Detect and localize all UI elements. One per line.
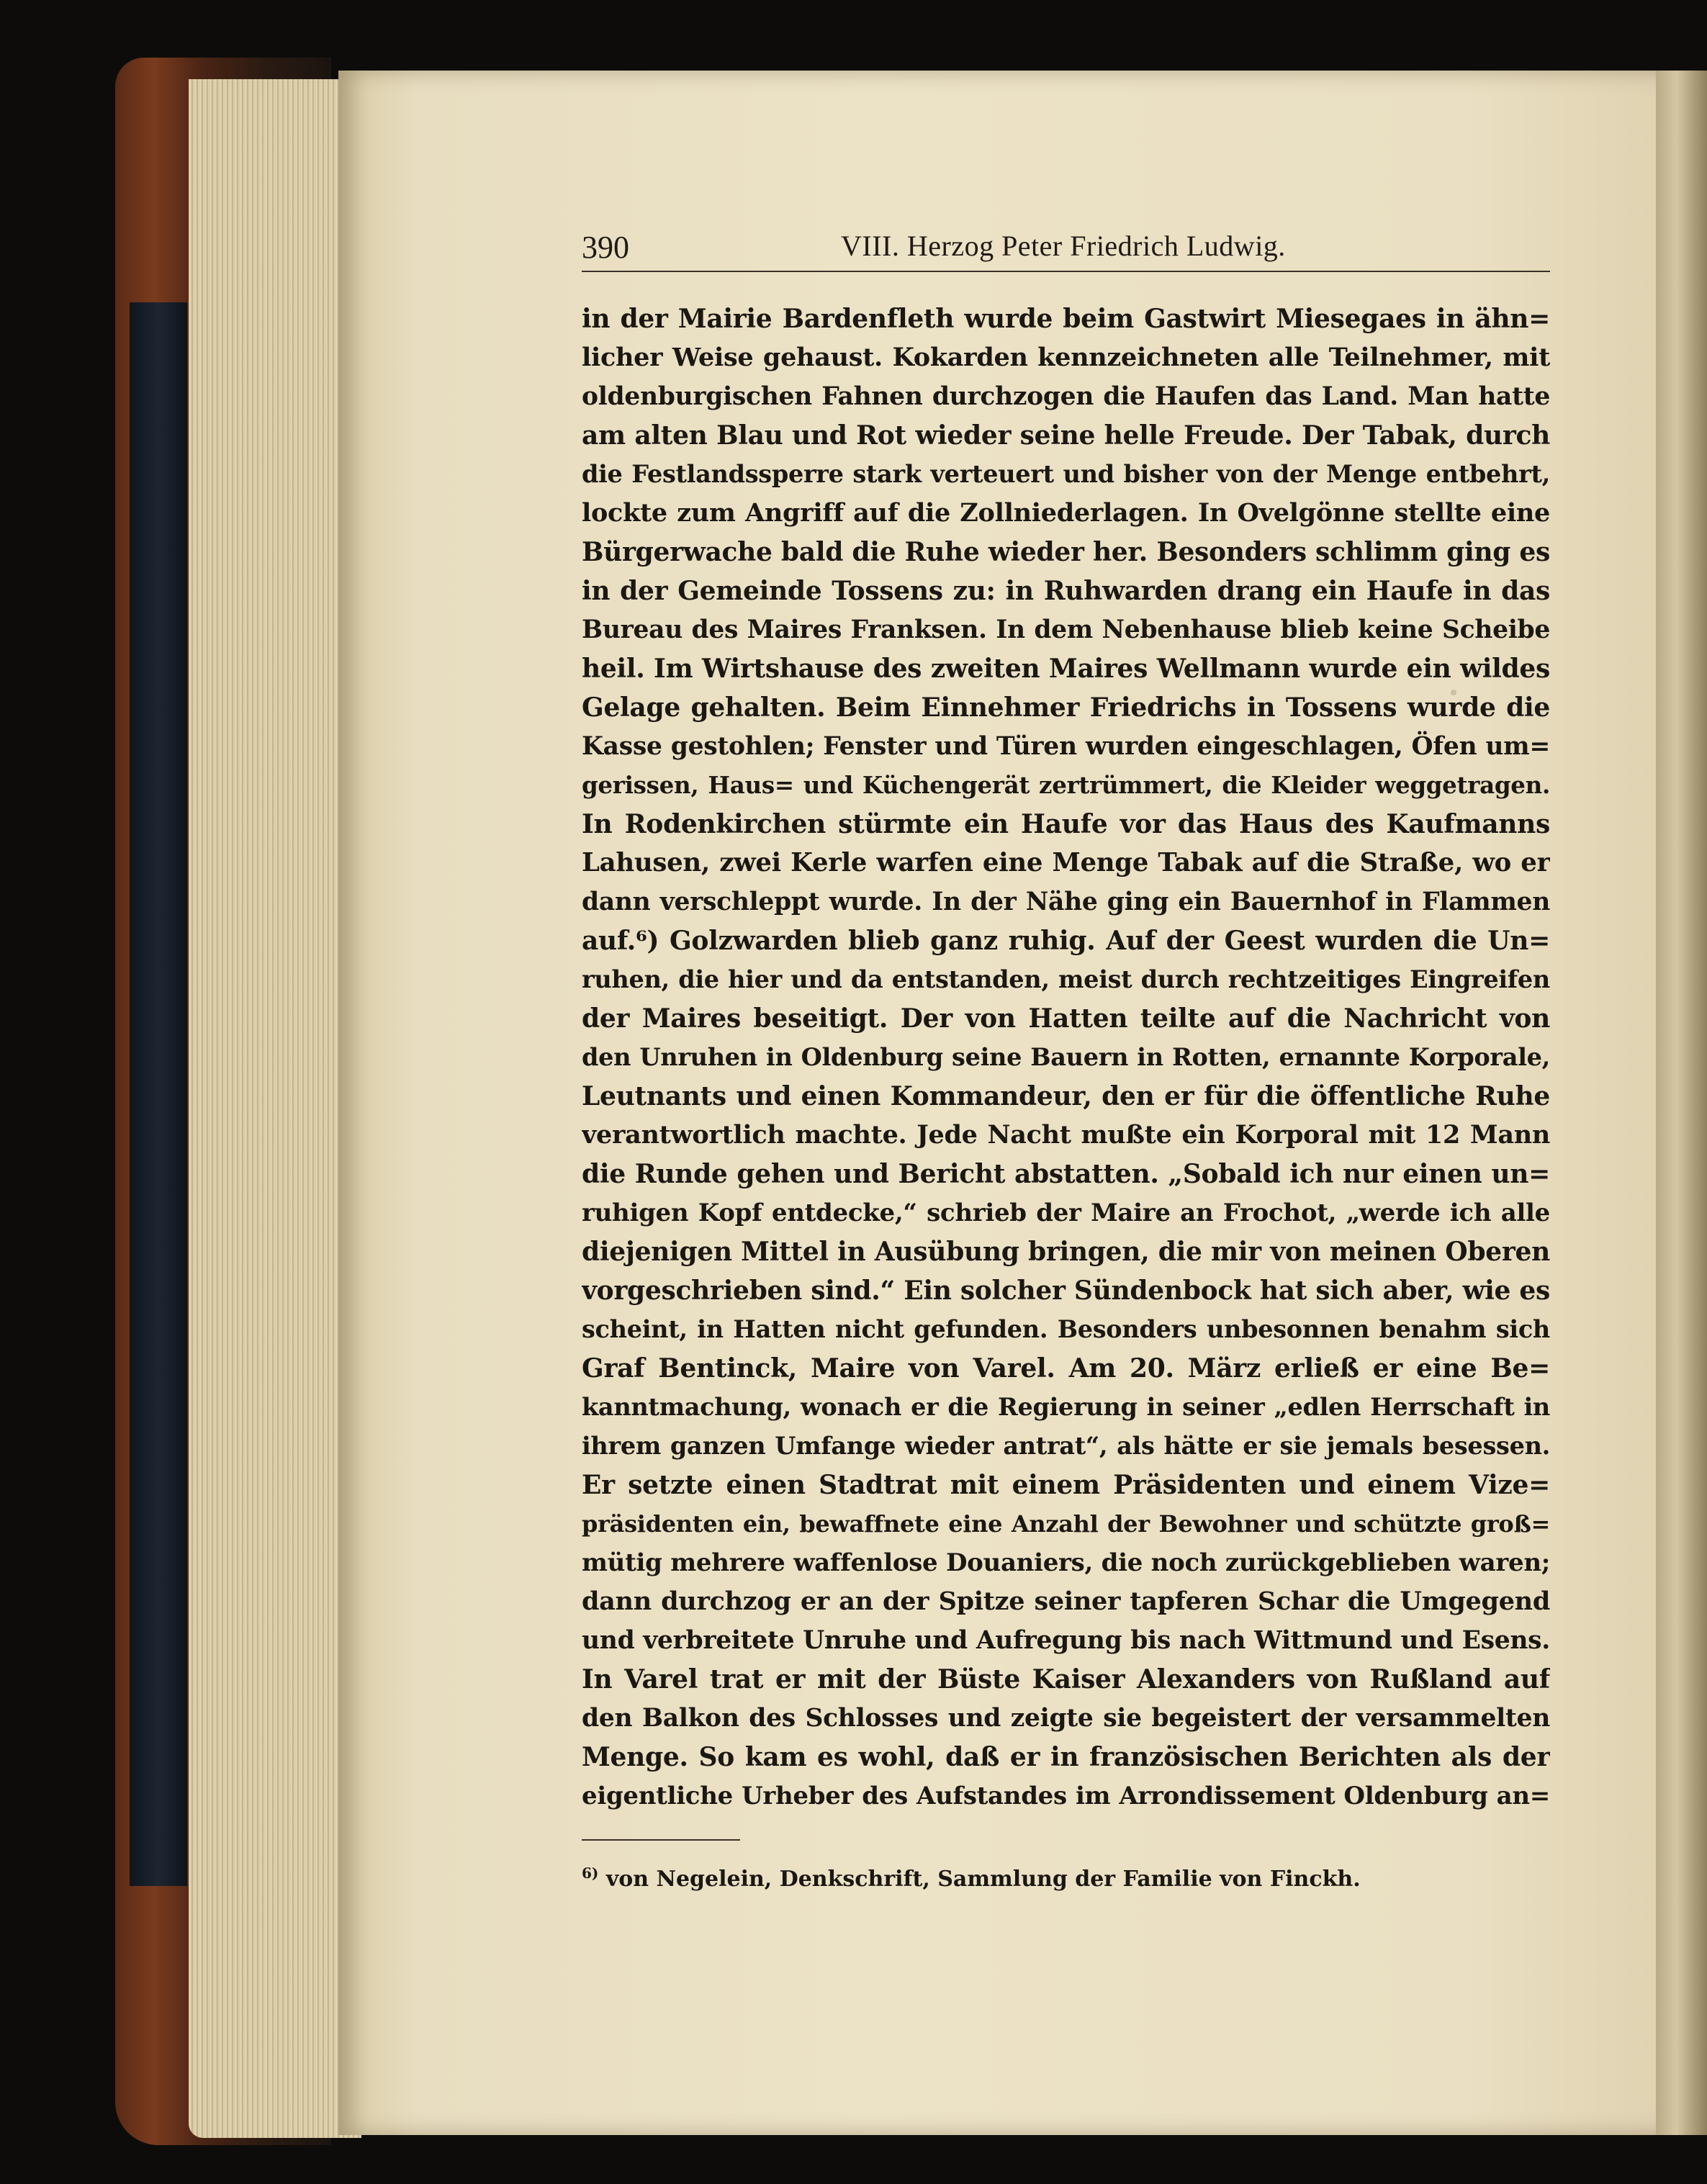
page-edges <box>189 79 361 2138</box>
text-line: Kasse gestohlen; Fenster und Türen wurden eingeschlagen, Öfen um= <box>582 732 1550 761</box>
text-line: in der Mairie Bardenfleth wurde beim Gastwirt Miesegaes in ähn= <box>582 304 1550 334</box>
body-text <box>582 299 1550 1815</box>
text-line: lockte zum Angriff auf die Zollniederlagen. In Ovelgönne stellte eine <box>582 498 1550 528</box>
text-line: In Rodenkirchen stürmte ein Haufe vor das Haus des Kaufmanns <box>582 809 1550 839</box>
text-line: der Maires beseitigt. Der von Hatten teilte auf die Nachricht von <box>582 1003 1550 1034</box>
header-rule <box>582 271 1550 272</box>
text-line: Er setzte einen Stadtrat mit einem Präsidenten und einem Vize= <box>582 1470 1550 1500</box>
text-line: auf.⁶) Golzwarden blieb ganz ruhig. Auf der Geest wurden die Un= <box>582 926 1550 956</box>
footnote-rule <box>582 1839 740 1841</box>
text-line: am alten Blau und Rot wieder seine helle Freude. Der Tabak, durch <box>582 420 1550 451</box>
text-line: scheint, in Hatten nicht gefunden. Besonders unbesonnen benahm sich <box>582 1315 1550 1343</box>
text-line: die Runde gehen und Bericht abstatten. „Sobald ich nur einen un= <box>582 1159 1550 1189</box>
text-line: dann durchzog er an der Spitze seiner tapferen Schar die Umgegend <box>582 1587 1550 1616</box>
text-line: Gelage gehalten. Beim Einnehmer Friedrichs in Tossens wurde die <box>582 692 1550 723</box>
next-page-edge <box>1656 71 1707 2135</box>
footnote-marker: 6) <box>582 1864 599 1882</box>
running-header <box>582 229 1550 272</box>
text-line: Leutnants und einen Kommandeur, den er für die öffentliche Ruhe <box>582 1081 1550 1111</box>
text-line: eigentliche Urheber des Aufstandes im Arrondissement Oldenburg an= <box>582 1782 1550 1810</box>
footnote <box>582 1864 1550 1892</box>
text-line: ihrem ganzen Umfange wieder antrat“, als hätte er sie jemals besessen. <box>582 1432 1550 1460</box>
text-line: verantwortlich machte. Jede Nacht mußte ein Korporal mit 12 Mann <box>582 1120 1550 1150</box>
text-line: mütig mehrere waffenlose Douaniers, die noch zurückgeblieben waren; <box>582 1548 1550 1577</box>
text-line: ruhigen Kopf entdecke,“ schrieb der Maire an Frochot, „werde ich alle <box>582 1199 1550 1227</box>
text-line: Bürgerwache bald die Ruhe wieder her. Besonders schlimm ging es <box>582 537 1550 567</box>
text-line: Bureau des Maires Franksen. In dem Nebenhause blieb keine Scheibe <box>582 615 1550 644</box>
running-title: VIII. Herzog Peter Friedrich Ludwig. <box>841 230 1286 262</box>
text-line: oldenburgischen Fahnen durchzogen die Haufen das Land. Man hatte <box>582 382 1550 411</box>
text-line: präsidenten ein, bewaffnete eine Anzahl der Bewohner und schützte groß= <box>582 1510 1550 1538</box>
text-line: in der Gemeinde Tossens zu: in Ruhwarden drang ein Haufe in das <box>582 576 1550 606</box>
text-line: In Varel trat er mit der Büste Kaiser Alexanders von Rußland auf <box>582 1664 1550 1695</box>
text-line: ruhen, die hier und da entstanden, meist durch rechtzeitiges Eingreifen <box>582 965 1550 993</box>
text-line: den Unruhen in Oldenburg seine Bauern in Rotten, ernannte Korporale, <box>582 1043 1550 1071</box>
text-line: die Festlandssperre stark verteuert und bisher von der Menge entbehrt, <box>582 460 1550 488</box>
book-spine <box>130 302 187 1886</box>
text-line: dann verschleppt wurde. In der Nähe ging ein Bauernhof in Flammen <box>582 888 1550 916</box>
text-line: Lahusen, zwei Kerle warfen eine Menge Tabak auf die Straße, wo er <box>582 848 1550 877</box>
text-line: Graf Bentinck, Maire von Varel. Am 20. März erließ er eine Be= <box>582 1353 1550 1384</box>
text-line: kanntmachung, wonach er die Regierung in seiner „edlen Herrschaft in <box>582 1393 1550 1421</box>
text-line: vorgeschrieben sind.“ Ein solcher Sündenbock hat sich aber, wie es <box>582 1276 1550 1306</box>
text-line: und verbreitete Unruhe und Aufregung bis nach Wittmund und Esens. <box>582 1626 1550 1655</box>
page-number: 390 <box>582 230 629 265</box>
footnote-text: von Negelein, Denkschrift, Sammlung der Familie von Finckh. <box>605 1867 1361 1892</box>
text-line: heil. Im Wirtshause des zweiten Maires Wellmann wurde ein wildes <box>582 654 1550 684</box>
text-line: diejenigen Mittel in Ausübung bringen, die mir von meinen Oberen <box>582 1237 1550 1267</box>
text-line: Menge. So kam es wohl, daß er in französischen Berichten als der <box>582 1742 1550 1772</box>
text-line: den Balkon des Schlosses und zeigte sie begeistert der versammelten <box>582 1704 1550 1733</box>
text-line: gerissen, Haus= und Küchengerät zertrümmert, die Kleider weggetragen. <box>582 771 1550 799</box>
text-line: licher Weise gehaust. Kokarden kennzeichneten alle Teilnehmer, mit <box>582 343 1550 372</box>
